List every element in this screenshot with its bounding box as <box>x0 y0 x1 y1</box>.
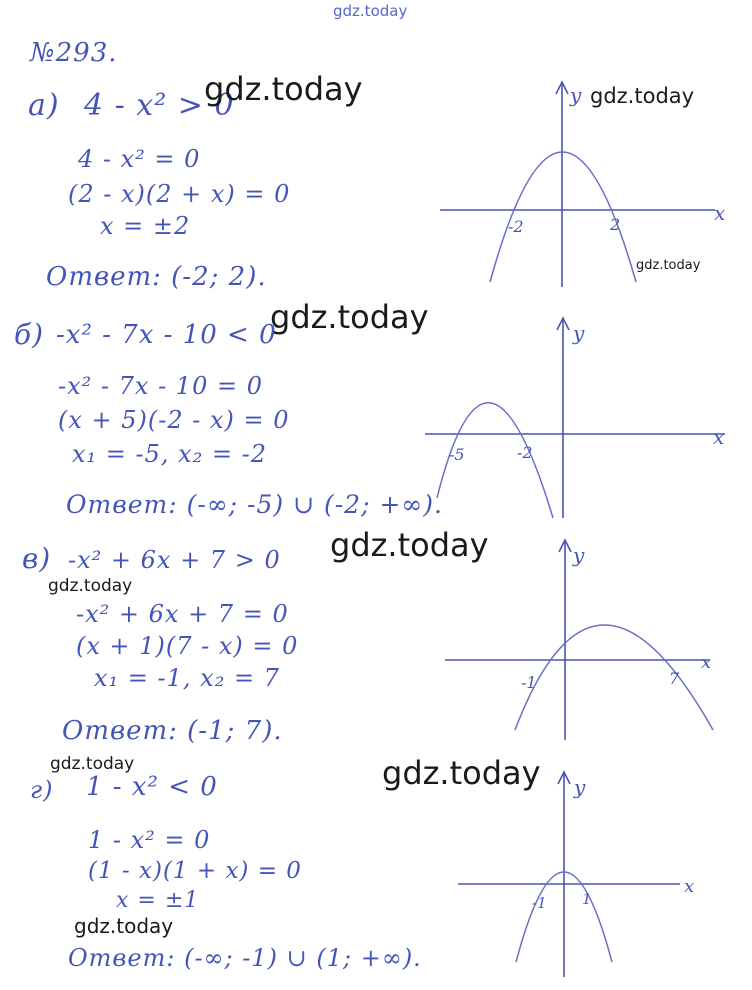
part-c-step-3: x₁ = -1, x₂ = 7 <box>94 664 280 692</box>
graph-a-x-label: x <box>714 201 726 225</box>
graph-a-root-1: -2 <box>508 217 524 236</box>
watermark-a-graph-small: gdz.today <box>636 258 701 273</box>
graph-d <box>458 772 718 982</box>
watermark-a: gdz.today <box>204 70 363 108</box>
watermark-c-left: gdz.today <box>48 576 133 596</box>
part-b-step-1: -x² - 7x - 10 = 0 <box>58 372 263 400</box>
watermark-d-left: gdz.today <box>50 754 135 774</box>
watermark-d-bottom: gdz.today <box>74 914 174 938</box>
graph-b-root-2: -2 <box>517 443 533 462</box>
watermark-top: gdz.today <box>333 2 408 20</box>
part-d-inequality: 1 - x² < 0 <box>86 772 218 802</box>
part-c-step-1: -x² + 6x + 7 = 0 <box>76 600 289 628</box>
watermark-c: gdz.today <box>330 526 489 564</box>
graph-b <box>425 318 730 523</box>
graph-a-y-label: y <box>570 83 582 107</box>
part-b-label: б) <box>14 318 45 351</box>
part-b-step-2: (x + 5)(-2 - x) = 0 <box>58 406 290 434</box>
part-c-label: в) <box>22 542 52 575</box>
part-d-step-1: 1 - x² = 0 <box>88 826 211 854</box>
part-a-answer: Ответ: (-2; 2). <box>46 262 267 292</box>
part-c-inequality: -x² + 6x + 7 > 0 <box>68 546 281 574</box>
part-d-label: г) <box>30 776 54 804</box>
graph-b-root-1: -5 <box>449 445 465 464</box>
part-b-step-3: x₁ = -5, x₂ = -2 <box>72 440 268 468</box>
graph-c <box>445 540 730 745</box>
graph-c-root-1: -1 <box>521 673 537 692</box>
part-a-label: а) <box>28 88 60 123</box>
graph-d-x-label: x <box>684 876 695 897</box>
part-d-step-2: (1 - x)(1 + x) = 0 <box>88 858 302 884</box>
part-c-answer: Ответ: (-1; 7). <box>62 716 283 746</box>
graph-d-root-1: -1 <box>532 894 547 912</box>
watermark-b: gdz.today <box>270 298 429 336</box>
graph-c-parabola <box>515 625 713 730</box>
watermark-d: gdz.today <box>382 754 541 792</box>
graph-b-y-label: y <box>573 321 585 345</box>
part-a-inequality: 4 - x² > 0 <box>84 88 235 123</box>
part-a-step-3: x = ±2 <box>100 212 191 240</box>
part-d-step-3: x = ±1 <box>116 888 200 913</box>
graph-c-root-2: 7 <box>669 669 680 688</box>
graph-d-y-label: y <box>574 775 586 799</box>
graph-b-x-label: x <box>713 425 725 449</box>
watermark-a-graph: gdz.today <box>590 84 695 108</box>
graph-c-y-label: y <box>573 543 585 567</box>
graph-d-root-2: 1 <box>582 890 592 908</box>
part-b-inequality: -x² - 7x - 10 < 0 <box>56 320 277 350</box>
part-c-step-2: (x + 1)(7 - x) = 0 <box>76 632 299 660</box>
part-d-answer: Ответ: (-∞; -1) ∪ (1; +∞). <box>68 944 422 972</box>
graph-c-x-label: x <box>701 652 712 673</box>
problem-number: №293. <box>30 38 118 68</box>
part-a-step-1: 4 - x² = 0 <box>78 145 201 173</box>
graph-a-root-2: 2 <box>610 215 621 234</box>
part-a-step-2: (2 - x)(2 + x) = 0 <box>68 180 291 208</box>
part-b-answer: Ответ: (-∞; -5) ∪ (-2; +∞). <box>66 490 443 519</box>
